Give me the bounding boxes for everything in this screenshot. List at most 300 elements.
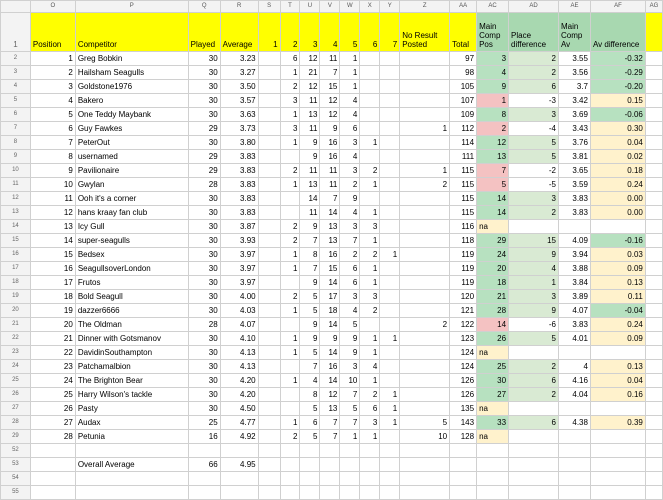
row-number[interactable]: 11: [1, 178, 31, 192]
column-header-ae[interactable]: AE: [558, 1, 590, 13]
cell-place-diff[interactable]: 2: [509, 52, 559, 66]
cell-5[interactable]: 1: [360, 206, 380, 220]
header-average[interactable]: Average: [220, 13, 258, 52]
cell-place-diff[interactable]: 15: [509, 234, 559, 248]
cell-s[interactable]: [258, 234, 280, 248]
cell-6[interactable]: 1: [380, 416, 400, 430]
cell-4[interactable]: 4: [340, 150, 360, 164]
cell-3[interactable]: 11: [320, 164, 340, 178]
cell-main-comp-av[interactable]: [558, 220, 590, 234]
cell-competitor[interactable]: Greg Bobkin: [75, 52, 188, 66]
cell-6[interactable]: [380, 122, 400, 136]
cell-played[interactable]: 30: [188, 80, 220, 94]
cell-av-diff[interactable]: 0.13: [590, 276, 645, 290]
cell-s[interactable]: [258, 94, 280, 108]
cell-competitor[interactable]: Pavilionaire: [75, 164, 188, 178]
cell-s[interactable]: [258, 318, 280, 332]
cell-competitor[interactable]: Guy Fawkes: [75, 122, 188, 136]
cell-no-result[interactable]: [400, 332, 450, 346]
cell-position[interactable]: 28: [30, 430, 75, 444]
cell-played[interactable]: 25: [188, 416, 220, 430]
cell-no-result[interactable]: [400, 276, 450, 290]
cell-5[interactable]: [360, 192, 380, 206]
cell-ag[interactable]: [645, 234, 662, 248]
cell-4[interactable]: 1: [340, 52, 360, 66]
cell-average[interactable]: 4.00: [220, 290, 258, 304]
row-number[interactable]: 14: [1, 220, 31, 234]
cell-main-comp-pos[interactable]: 13: [477, 150, 509, 164]
cell-s[interactable]: [258, 374, 280, 388]
row-number[interactable]: 12: [1, 192, 31, 206]
cell-position[interactable]: 23: [30, 360, 75, 374]
cell-main-comp-pos[interactable]: 12: [477, 136, 509, 150]
cell-competitor[interactable]: SeagullsoverLondon: [75, 262, 188, 276]
cell-s[interactable]: [258, 52, 280, 66]
cell-main-comp-av[interactable]: [558, 430, 590, 444]
cell-3[interactable]: 16: [320, 136, 340, 150]
cell-played[interactable]: 30: [188, 262, 220, 276]
cell-av-diff[interactable]: 0.24: [590, 178, 645, 192]
cell-main-comp-av[interactable]: 3.81: [558, 150, 590, 164]
cell-position[interactable]: 4: [30, 94, 75, 108]
cell-place-diff[interactable]: 2: [509, 388, 559, 402]
cell-3[interactable]: 12: [320, 388, 340, 402]
cell-1[interactable]: [280, 402, 300, 416]
row-number[interactable]: 54: [1, 472, 31, 486]
header-main-comp-pos[interactable]: Main Comp Pos: [477, 13, 509, 52]
cell-main-comp-av[interactable]: 3.83: [558, 192, 590, 206]
cell-ag[interactable]: [645, 52, 662, 66]
row-number[interactable]: 16: [1, 248, 31, 262]
column-header-p[interactable]: P: [75, 1, 188, 13]
cell-place-diff[interactable]: 3: [509, 192, 559, 206]
header-4[interactable]: 4: [320, 13, 340, 52]
cell-2[interactable]: 5: [300, 430, 320, 444]
cell-1[interactable]: 6: [280, 52, 300, 66]
cell-av-diff[interactable]: -0.16: [590, 234, 645, 248]
cell-total[interactable]: 107: [450, 94, 477, 108]
cell-s[interactable]: [258, 220, 280, 234]
cell-average[interactable]: 3.87: [220, 220, 258, 234]
cell-average[interactable]: 3.73: [220, 122, 258, 136]
cell-6[interactable]: 1: [380, 388, 400, 402]
cell-5[interactable]: 6: [360, 402, 380, 416]
cell-main-comp-av[interactable]: 4: [558, 360, 590, 374]
cell-main-comp-pos[interactable]: 3: [477, 52, 509, 66]
cell-average[interactable]: 3.83: [220, 150, 258, 164]
cell-average[interactable]: 3.27: [220, 66, 258, 80]
cell-average[interactable]: 3.80: [220, 136, 258, 150]
cell-av-diff[interactable]: 0.24: [590, 318, 645, 332]
cell-main-comp-pos[interactable]: 14: [477, 192, 509, 206]
cell-played[interactable]: 28: [188, 318, 220, 332]
cell-s[interactable]: [258, 402, 280, 416]
cell-2[interactable]: 13: [300, 108, 320, 122]
cell-2[interactable]: 7: [300, 234, 320, 248]
cell-av-diff[interactable]: [590, 220, 645, 234]
row-number[interactable]: 27: [1, 402, 31, 416]
cell-competitor[interactable]: Patchamalbion: [75, 360, 188, 374]
cell-position[interactable]: 8: [30, 150, 75, 164]
cell-position[interactable]: 7: [30, 136, 75, 150]
cell-no-result[interactable]: [400, 346, 450, 360]
cell-3[interactable]: 12: [320, 94, 340, 108]
cell-6[interactable]: [380, 80, 400, 94]
cell-average[interactable]: 3.97: [220, 248, 258, 262]
cell-main-comp-pos[interactable]: 33: [477, 416, 509, 430]
cell-s[interactable]: [258, 178, 280, 192]
cell-played[interactable]: 30: [188, 332, 220, 346]
cell-main-comp-pos[interactable]: 20: [477, 262, 509, 276]
cell-main-comp-pos[interactable]: 7: [477, 164, 509, 178]
cell-3[interactable]: 14: [320, 318, 340, 332]
cell-3[interactable]: 9: [320, 332, 340, 346]
cell-place-diff[interactable]: -3: [509, 94, 559, 108]
cell-5[interactable]: 3: [360, 220, 380, 234]
cell-competitor[interactable]: Bakero: [75, 94, 188, 108]
header-position[interactable]: Position: [30, 13, 75, 52]
cell-4[interactable]: 3: [340, 136, 360, 150]
cell-1[interactable]: 1: [280, 346, 300, 360]
cell-main-comp-pos[interactable]: na: [477, 220, 509, 234]
cell-no-result[interactable]: [400, 192, 450, 206]
cell-ag[interactable]: [645, 430, 662, 444]
header-av-diff[interactable]: Av difference: [590, 13, 645, 52]
cell-played[interactable]: 30: [188, 136, 220, 150]
header-2[interactable]: 2: [280, 13, 300, 52]
cell-no-result[interactable]: [400, 206, 450, 220]
cell-ag[interactable]: [645, 164, 662, 178]
cell-av-diff[interactable]: 0.18: [590, 164, 645, 178]
cell-main-comp-av[interactable]: [558, 402, 590, 416]
cell-1[interactable]: 1: [280, 178, 300, 192]
header-3[interactable]: 3: [300, 13, 320, 52]
cell-3[interactable]: 7: [320, 192, 340, 206]
cell-1[interactable]: 2: [280, 80, 300, 94]
header-7[interactable]: 7: [380, 13, 400, 52]
cell-2[interactable]: 9: [300, 136, 320, 150]
cell-competitor[interactable]: super-seagulls: [75, 234, 188, 248]
cell-1[interactable]: [280, 388, 300, 402]
column-header-ad[interactable]: AD: [509, 1, 559, 13]
cell-av-diff[interactable]: 0.00: [590, 192, 645, 206]
cell-average[interactable]: 4.20: [220, 374, 258, 388]
cell-3[interactable]: 16: [320, 150, 340, 164]
cell-4[interactable]: 5: [340, 402, 360, 416]
cell-2[interactable]: 12: [300, 80, 320, 94]
cell-position[interactable]: 18: [30, 290, 75, 304]
cell-place-diff[interactable]: 3: [509, 108, 559, 122]
cell-main-comp-av[interactable]: 4.09: [558, 234, 590, 248]
cell-s[interactable]: [258, 108, 280, 122]
row-number[interactable]: 26: [1, 388, 31, 402]
cell-av-diff[interactable]: [590, 430, 645, 444]
cell-place-diff[interactable]: [509, 402, 559, 416]
cell-main-comp-av[interactable]: 4.07: [558, 304, 590, 318]
cell-3[interactable]: 12: [320, 108, 340, 122]
cell-main-comp-av[interactable]: 3.94: [558, 248, 590, 262]
cell-position[interactable]: 15: [30, 248, 75, 262]
column-header-z[interactable]: Z: [400, 1, 450, 13]
cell-main-comp-pos[interactable]: 14: [477, 318, 509, 332]
cell-5[interactable]: 3: [360, 290, 380, 304]
cell-average[interactable]: 4.03: [220, 304, 258, 318]
cell-av-diff[interactable]: 0.04: [590, 136, 645, 150]
cell-5[interactable]: [360, 66, 380, 80]
cell-total[interactable]: 126: [450, 388, 477, 402]
cell-av-diff[interactable]: 0.00: [590, 206, 645, 220]
overall-played[interactable]: 66: [188, 458, 220, 472]
cell-place-diff[interactable]: 5: [509, 136, 559, 150]
column-header-y[interactable]: Y: [380, 1, 400, 13]
row-number[interactable]: 52: [1, 444, 31, 458]
column-header-x[interactable]: X: [360, 1, 380, 13]
column-header-v[interactable]: V: [320, 1, 340, 13]
cell-total[interactable]: 115: [450, 164, 477, 178]
cell-2[interactable]: 21: [300, 66, 320, 80]
cell-average[interactable]: 4.07: [220, 318, 258, 332]
row-number[interactable]: 2: [1, 52, 31, 66]
cell-2[interactable]: 5: [300, 402, 320, 416]
cell-4[interactable]: 3: [340, 164, 360, 178]
cell-av-diff[interactable]: 0.16: [590, 388, 645, 402]
cell-5[interactable]: 1: [360, 234, 380, 248]
cell-3[interactable]: 15: [320, 262, 340, 276]
cell-6[interactable]: [380, 150, 400, 164]
cell-s[interactable]: [258, 262, 280, 276]
cell-main-comp-pos[interactable]: 25: [477, 360, 509, 374]
cell-total[interactable]: 124: [450, 360, 477, 374]
cell-4[interactable]: 1: [340, 66, 360, 80]
cell-main-comp-pos[interactable]: 5: [477, 178, 509, 192]
row-number[interactable]: 29: [1, 430, 31, 444]
cell-1[interactable]: 2: [280, 430, 300, 444]
cell-total[interactable]: 128: [450, 430, 477, 444]
cell-total[interactable]: 120: [450, 290, 477, 304]
cell-6[interactable]: [380, 304, 400, 318]
cell-played[interactable]: 16: [188, 430, 220, 444]
cell-played[interactable]: 30: [188, 402, 220, 416]
cell-no-result[interactable]: [400, 402, 450, 416]
cell-av-diff[interactable]: -0.29: [590, 66, 645, 80]
cell-av-diff[interactable]: 0.15: [590, 94, 645, 108]
cell-4[interactable]: 4: [340, 94, 360, 108]
cell-main-comp-av[interactable]: 4.38: [558, 416, 590, 430]
cell-s[interactable]: [258, 388, 280, 402]
cell-played[interactable]: 30: [188, 304, 220, 318]
cell-3[interactable]: 15: [320, 80, 340, 94]
cell-position[interactable]: 13: [30, 220, 75, 234]
cell-position[interactable]: 5: [30, 108, 75, 122]
cell-ag[interactable]: [645, 374, 662, 388]
cell-ag[interactable]: [645, 192, 662, 206]
cell-5[interactable]: [360, 52, 380, 66]
cell-total[interactable]: 119: [450, 262, 477, 276]
cell-6[interactable]: 1: [380, 402, 400, 416]
cell-no-result[interactable]: [400, 304, 450, 318]
cell-no-result[interactable]: [400, 66, 450, 80]
cell-av-diff[interactable]: 0.03: [590, 248, 645, 262]
cell-1[interactable]: [280, 150, 300, 164]
cell-average[interactable]: 3.83: [220, 192, 258, 206]
row-number[interactable]: 1: [1, 13, 31, 52]
cell-3[interactable]: 18: [320, 304, 340, 318]
cell-1[interactable]: 1: [280, 304, 300, 318]
cell-ag[interactable]: [645, 360, 662, 374]
cell-1[interactable]: 2: [280, 290, 300, 304]
column-header-t[interactable]: T: [280, 1, 300, 13]
cell-competitor[interactable]: Icy Gull: [75, 220, 188, 234]
cell-total[interactable]: 105: [450, 80, 477, 94]
cell-2[interactable]: 11: [300, 206, 320, 220]
cell-1[interactable]: 1: [280, 66, 300, 80]
cell-s[interactable]: [258, 206, 280, 220]
cell-main-comp-av[interactable]: 3.88: [558, 262, 590, 276]
cell-main-comp-pos[interactable]: 27: [477, 388, 509, 402]
cell-main-comp-av[interactable]: 4.16: [558, 374, 590, 388]
cell-main-comp-pos[interactable]: 2: [477, 122, 509, 136]
cell-3[interactable]: 16: [320, 360, 340, 374]
cell-main-comp-pos[interactable]: na: [477, 402, 509, 416]
cell-3[interactable]: 17: [320, 290, 340, 304]
cell-5[interactable]: [360, 122, 380, 136]
cell-3[interactable]: 13: [320, 402, 340, 416]
cell-6[interactable]: [380, 220, 400, 234]
cell-average[interactable]: 4.92: [220, 430, 258, 444]
cell-place-diff[interactable]: [509, 220, 559, 234]
cell-main-comp-av[interactable]: 3.89: [558, 290, 590, 304]
header-1[interactable]: 1: [258, 13, 280, 52]
cell-4[interactable]: 2: [340, 178, 360, 192]
cell-4[interactable]: 9: [340, 332, 360, 346]
cell-played[interactable]: 30: [188, 192, 220, 206]
cell-no-result[interactable]: 2: [400, 178, 450, 192]
cell-competitor[interactable]: Gwylan: [75, 178, 188, 192]
cell-no-result[interactable]: [400, 360, 450, 374]
cell-place-diff[interactable]: 2: [509, 206, 559, 220]
cell-position[interactable]: 16: [30, 262, 75, 276]
header-ag[interactable]: [645, 13, 662, 52]
cell-no-result[interactable]: [400, 290, 450, 304]
cell-s[interactable]: [258, 346, 280, 360]
cell-6[interactable]: [380, 430, 400, 444]
cell-total[interactable]: 97: [450, 52, 477, 66]
cell-played[interactable]: 28: [188, 178, 220, 192]
row-number[interactable]: 25: [1, 374, 31, 388]
cell-played[interactable]: 30: [188, 290, 220, 304]
cell-position[interactable]: 17: [30, 276, 75, 290]
cell-5[interactable]: 1: [360, 276, 380, 290]
header-competitor[interactable]: Competitor: [75, 13, 188, 52]
row-number[interactable]: 8: [1, 136, 31, 150]
cell-5[interactable]: 1: [360, 430, 380, 444]
row-number[interactable]: 10: [1, 164, 31, 178]
cell-2[interactable]: 11: [300, 122, 320, 136]
cell-6[interactable]: [380, 318, 400, 332]
cell-average[interactable]: 3.23: [220, 52, 258, 66]
cell-no-result[interactable]: 5: [400, 416, 450, 430]
cell-main-comp-av[interactable]: 3.76: [558, 136, 590, 150]
cell-average[interactable]: 4.77: [220, 416, 258, 430]
cell-competitor[interactable]: Petunia: [75, 430, 188, 444]
cell-position[interactable]: 24: [30, 374, 75, 388]
cell-av-diff[interactable]: [590, 402, 645, 416]
cell-average[interactable]: 3.83: [220, 164, 258, 178]
cell-position[interactable]: 14: [30, 234, 75, 248]
cell-place-diff[interactable]: 5: [509, 332, 559, 346]
cell-total[interactable]: 124: [450, 346, 477, 360]
cell-3[interactable]: 7: [320, 66, 340, 80]
cell-competitor[interactable]: dazzer6666: [75, 304, 188, 318]
cell-main-comp-pos[interactable]: 14: [477, 206, 509, 220]
cell-2[interactable]: 9: [300, 150, 320, 164]
cell-av-diff[interactable]: 0.39: [590, 416, 645, 430]
cell-average[interactable]: 4.50: [220, 402, 258, 416]
cell-4[interactable]: 7: [340, 234, 360, 248]
cell-position[interactable]: 3: [30, 80, 75, 94]
header-played[interactable]: Played: [188, 13, 220, 52]
cell-no-result[interactable]: [400, 374, 450, 388]
cell-4[interactable]: 2: [340, 248, 360, 262]
column-header-w[interactable]: W: [340, 1, 360, 13]
cell-main-comp-av[interactable]: 3.7: [558, 80, 590, 94]
cell-played[interactable]: 30: [188, 388, 220, 402]
cell-ag[interactable]: [645, 416, 662, 430]
cell-total[interactable]: 126: [450, 374, 477, 388]
cell-main-comp-pos[interactable]: 29: [477, 234, 509, 248]
cell-place-diff[interactable]: 5: [509, 150, 559, 164]
cell-total[interactable]: 119: [450, 276, 477, 290]
cell-total[interactable]: 143: [450, 416, 477, 430]
cell-5[interactable]: [360, 94, 380, 108]
row-number[interactable]: 23: [1, 346, 31, 360]
header-total[interactable]: Total: [450, 13, 477, 52]
cell-ag[interactable]: [645, 66, 662, 80]
cell-played[interactable]: 30: [188, 206, 220, 220]
cell-5[interactable]: 1: [360, 136, 380, 150]
cell-played[interactable]: 30: [188, 94, 220, 108]
cell-6[interactable]: [380, 192, 400, 206]
cell-s[interactable]: [258, 80, 280, 94]
cell-place-diff[interactable]: 9: [509, 304, 559, 318]
cell-place-diff[interactable]: 9: [509, 248, 559, 262]
header-6[interactable]: 6: [360, 13, 380, 52]
cell-5[interactable]: 1: [360, 262, 380, 276]
cell-average[interactable]: 3.63: [220, 108, 258, 122]
cell-main-comp-pos[interactable]: 9: [477, 80, 509, 94]
cell-no-result[interactable]: [400, 80, 450, 94]
cell-3[interactable]: 14: [320, 346, 340, 360]
cell-main-comp-av[interactable]: 3.56: [558, 66, 590, 80]
cell-competitor[interactable]: PeterOut: [75, 136, 188, 150]
cell-ag[interactable]: [645, 178, 662, 192]
row-number[interactable]: 3: [1, 66, 31, 80]
cell-2[interactable]: 5: [300, 346, 320, 360]
cell-6[interactable]: [380, 66, 400, 80]
cell-4[interactable]: 1: [340, 80, 360, 94]
cell-2[interactable]: 11: [300, 94, 320, 108]
cell-played[interactable]: 29: [188, 150, 220, 164]
cell-total[interactable]: 119: [450, 248, 477, 262]
cell-4[interactable]: 5: [340, 318, 360, 332]
cell-6[interactable]: 1: [380, 332, 400, 346]
row-number[interactable]: 55: [1, 486, 31, 500]
cell-no-result[interactable]: [400, 52, 450, 66]
cell-competitor[interactable]: Bedsex: [75, 248, 188, 262]
cell-total[interactable]: 115: [450, 206, 477, 220]
cell-competitor[interactable]: Bold Seagull: [75, 290, 188, 304]
cell-place-diff[interactable]: 6: [509, 416, 559, 430]
